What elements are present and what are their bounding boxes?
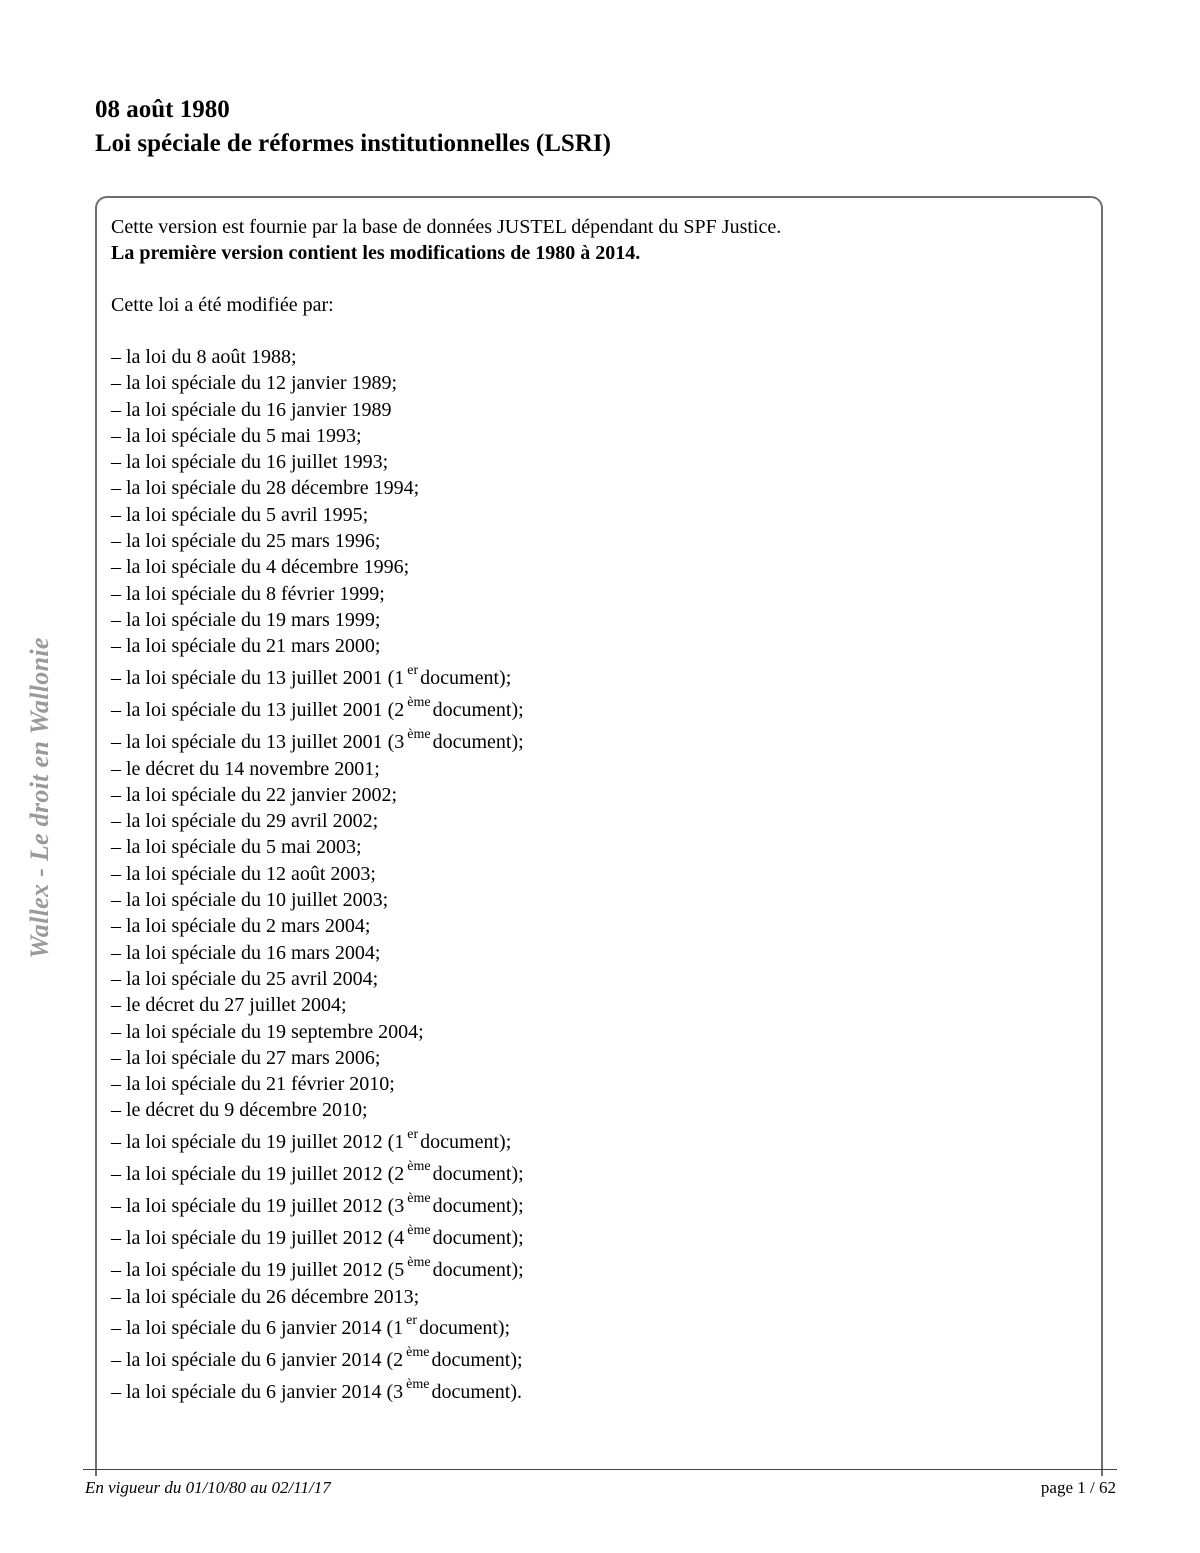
ordinal-suffix: ème xyxy=(407,694,431,710)
ordinal-suffix: ème xyxy=(407,1190,431,1206)
modification-item xyxy=(111,1097,781,1123)
modification-item xyxy=(111,344,781,370)
modification-text: – la loi spéciale du 19 juillet 2012 (3 xyxy=(111,1194,405,1217)
modification-text: – le décret du 14 novembre 2001; xyxy=(111,757,380,780)
modification-item xyxy=(111,992,781,1018)
modification-text: – la loi spéciale du 19 mars 1999; xyxy=(111,608,381,631)
modified-by-label: Cette loi a été modifiée par: xyxy=(111,294,334,316)
modification-text-suffix: document); xyxy=(432,1194,524,1217)
modification-item xyxy=(111,913,781,939)
footer-validity: En vigueur du 01/10/80 au 02/11/17 xyxy=(85,1478,331,1497)
modification-text: – la loi spéciale du 19 juillet 2012 (5 xyxy=(111,1258,405,1281)
modification-item xyxy=(111,1071,781,1097)
modification-item xyxy=(111,370,781,396)
modification-item xyxy=(111,1045,781,1071)
modification-text-suffix: document). xyxy=(431,1381,522,1404)
modification-text: – la loi spéciale du 19 septembre 2004; xyxy=(111,1020,424,1043)
modification-item xyxy=(111,1156,781,1188)
modification-text-suffix: document); xyxy=(420,1130,512,1153)
modification-text: – la loi spéciale du 19 juillet 2012 (4 xyxy=(111,1226,405,1249)
modification-text: – la loi spéciale du 5 avril 1995; xyxy=(111,503,369,526)
modification-text: – la loi spéciale du 13 juillet 2001 (3 xyxy=(111,730,405,753)
modification-text: – la loi spéciale du 28 décembre 1994; xyxy=(111,477,420,500)
modification-text: – la loi spéciale du 26 décembre 2013; xyxy=(111,1285,420,1308)
modification-item xyxy=(111,449,781,475)
modification-text: – la loi spéciale du 6 janvier 2014 (1 xyxy=(111,1317,404,1340)
modification-item xyxy=(111,1019,781,1045)
modification-text: – la loi spéciale du 13 juillet 2001 (1 xyxy=(111,666,405,689)
modification-item xyxy=(111,397,781,423)
modification-text: – la loi spéciale du 29 avril 2002; xyxy=(111,810,379,833)
modification-text: – la loi spéciale du 12 janvier 1989; xyxy=(111,372,398,395)
modification-text: – la loi spéciale du 6 janvier 2014 (3 xyxy=(111,1381,404,1404)
modification-text: – la loi spéciale du 16 juillet 1993; xyxy=(111,451,389,474)
modification-text-suffix: document); xyxy=(432,698,524,721)
modification-text-suffix: document); xyxy=(432,1162,524,1185)
modification-item xyxy=(111,633,781,659)
document-header xyxy=(95,93,611,161)
modification-text: – la loi spéciale du 21 mars 2000; xyxy=(111,635,381,658)
modification-item xyxy=(111,808,781,834)
modification-item xyxy=(111,861,781,887)
modification-item xyxy=(111,724,781,756)
modification-text: – le décret du 9 décembre 2010; xyxy=(111,1099,368,1122)
modification-item xyxy=(111,1342,781,1374)
modification-text: – la loi spéciale du 5 mai 1993; xyxy=(111,424,362,447)
modification-item xyxy=(111,423,781,449)
modification-item xyxy=(111,1284,781,1310)
modification-text: – la loi du 8 août 1988; xyxy=(111,346,297,368)
modification-item xyxy=(111,528,781,554)
modification-text: – la loi spéciale du 16 mars 2004; xyxy=(111,941,381,964)
modification-text: – la loi spéciale du 2 mars 2004; xyxy=(111,915,371,938)
version-info-box xyxy=(95,196,1103,1476)
footer-page-number: page 1 / 62 xyxy=(1040,1478,1116,1497)
modification-text-suffix: document); xyxy=(419,1317,511,1340)
modification-text: – la loi spéciale du 4 décembre 1996; xyxy=(111,556,410,579)
modification-text: – la loi spéciale du 25 mars 1996; xyxy=(111,530,381,553)
modification-text: – le décret du 27 juillet 2004; xyxy=(111,994,347,1017)
modification-item xyxy=(111,1374,781,1406)
modification-item xyxy=(111,1220,781,1252)
modification-item xyxy=(111,554,781,580)
modification-text: – la loi spéciale du 22 janvier 2002; xyxy=(111,783,398,806)
spacer xyxy=(111,266,781,292)
first-version-note: La première version contient les modifications de 1980 à 2014. xyxy=(111,242,641,264)
modification-item xyxy=(111,940,781,966)
ordinal-suffix: er xyxy=(407,1126,419,1142)
law-title: Loi spéciale de réformes institutionnelles (LSRI) xyxy=(95,130,611,157)
footer-divider xyxy=(83,1469,1117,1470)
modification-text-suffix: document); xyxy=(432,730,524,753)
modification-text: – la loi spéciale du 12 août 2003; xyxy=(111,862,376,885)
modification-item xyxy=(111,834,781,860)
modification-item xyxy=(111,1310,781,1342)
ordinal-suffix: ème xyxy=(407,726,431,742)
ordinal-suffix: ème xyxy=(407,1254,431,1270)
ordinal-suffix: ème xyxy=(406,1377,430,1393)
modification-text: – la loi spéciale du 25 avril 2004; xyxy=(111,967,379,990)
modification-text-suffix: document); xyxy=(432,1226,524,1249)
modification-text: – la loi spéciale du 13 juillet 2001 (2 xyxy=(111,698,405,721)
modification-text-suffix: document); xyxy=(420,666,512,689)
modification-list xyxy=(111,344,781,1406)
modification-item xyxy=(111,782,781,808)
modification-item xyxy=(111,692,781,724)
modification-item xyxy=(111,887,781,913)
version-info-content xyxy=(111,214,781,1406)
modification-text: – la loi spéciale du 5 mai 2003; xyxy=(111,836,362,859)
spacer xyxy=(111,318,781,344)
law-date: 08 août 1980 xyxy=(95,96,230,123)
modification-text: – la loi spéciale du 19 juillet 2012 (2 xyxy=(111,1162,405,1185)
modification-item xyxy=(111,607,781,633)
modification-text: – la loi spéciale du 21 février 2010; xyxy=(111,1073,395,1096)
modification-item xyxy=(111,581,781,607)
modification-text: – la loi spéciale du 19 juillet 2012 (1 xyxy=(111,1130,405,1153)
side-watermark: Wallex - Le droit en Wallonie xyxy=(25,637,54,959)
modification-text-suffix: document); xyxy=(431,1349,523,1372)
modification-item xyxy=(111,502,781,528)
modification-item xyxy=(111,756,781,782)
modification-item xyxy=(111,966,781,992)
modification-item xyxy=(111,1252,781,1284)
ordinal-suffix: ème xyxy=(406,1345,430,1361)
source-statement: Cette version est fournie par la base de données JUSTEL dépendant du SPF Justice. xyxy=(111,216,782,238)
modification-item xyxy=(111,1124,781,1156)
modification-text-suffix: document); xyxy=(432,1258,524,1281)
ordinal-suffix: er xyxy=(407,662,419,678)
ordinal-suffix: ème xyxy=(407,1158,431,1174)
modification-text: – la loi spéciale du 27 mars 2006; xyxy=(111,1046,381,1069)
modification-text: – la loi spéciale du 16 janvier 1989 xyxy=(111,398,392,421)
ordinal-suffix: ème xyxy=(407,1222,431,1238)
modification-text: – la loi spéciale du 6 janvier 2014 (2 xyxy=(111,1349,404,1372)
modification-text: – la loi spéciale du 10 juillet 2003; xyxy=(111,889,389,912)
modification-item xyxy=(111,660,781,692)
ordinal-suffix: er xyxy=(406,1313,418,1329)
modification-item xyxy=(111,475,781,501)
modification-text: – la loi spéciale du 8 février 1999; xyxy=(111,582,385,605)
modification-item xyxy=(111,1188,781,1220)
